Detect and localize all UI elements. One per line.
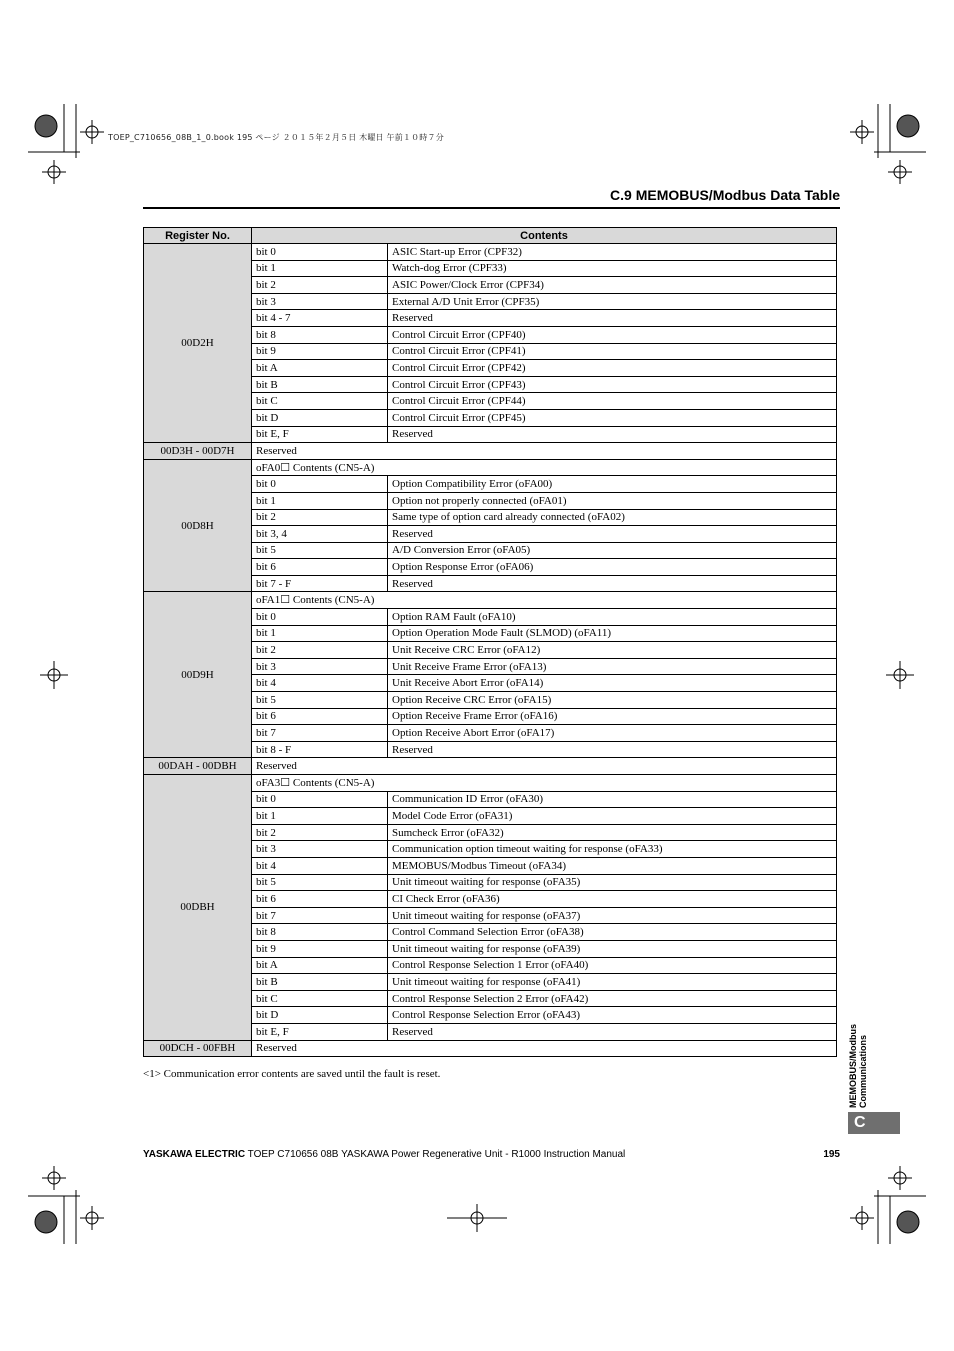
table-body [144, 244, 837, 1057]
table-row [144, 775, 837, 792]
bit-label: bit 1 [252, 260, 388, 277]
bit-label: bit 3 [252, 841, 388, 858]
bit-label: bit 5 [252, 874, 388, 891]
table-row [144, 592, 837, 609]
bit-label: bit 0 [252, 609, 388, 626]
bit-description: Option Receive CRC Error (oFA15) [388, 692, 837, 709]
table-row [144, 244, 837, 261]
bit-description: Unit timeout waiting for response (oFA35) [388, 874, 837, 891]
bit-label: bit 9 [252, 343, 388, 360]
bit-label: bit 8 [252, 924, 388, 941]
register-number: 00D3H - 00D7H [144, 443, 252, 460]
bit-label: bit B [252, 974, 388, 991]
bit-label: bit 5 [252, 542, 388, 559]
bit-description: Unit Receive CRC Error (oFA12) [388, 642, 837, 659]
bit-description: Reserved [388, 575, 837, 592]
bit-label: bit 7 [252, 725, 388, 742]
bit-description: Model Code Error (oFA31) [388, 808, 837, 825]
footer-text: TOEP C710656 08B YASKAWA Power Regenerative Unit - R1000 Instruction Manual [245, 1149, 626, 1160]
footnote: <1> Communication error contents are saved until the fault is reset. [143, 1068, 441, 1080]
bit-label: bit 1 [252, 625, 388, 642]
bit-label: bit 9 [252, 940, 388, 957]
header-rule [143, 207, 840, 209]
bit-label: bit 7 [252, 907, 388, 924]
print-job-info: TOEP_C710656_08B_1_0.book 195 ページ ２０１５年２月５日 木曜日 午前１０時７分 [108, 133, 444, 142]
footer-brand: YASKAWA ELECTRIC [143, 1149, 246, 1160]
bit-label: bit 6 [252, 891, 388, 908]
bit-label: bit 3 [252, 293, 388, 310]
bit-label: bit C [252, 393, 388, 410]
register-contents-heading: oFA1☐ Contents (CN5-A) [252, 592, 837, 609]
bit-label: bit 0 [252, 244, 388, 261]
bit-description: Option Operation Mode Fault (SLMOD) (oFA11) [388, 625, 837, 642]
bit-description: External A/D Unit Error (CPF35) [388, 293, 837, 310]
bit-description: Option not properly connected (oFA01) [388, 492, 837, 509]
bit-description: ASIC Power/Clock Error (CPF34) [388, 277, 837, 294]
side-chapter-text: MEMOBUS/Modbus Communications [848, 1024, 868, 1108]
bit-label: bit 4 [252, 675, 388, 692]
bit-label: bit 6 [252, 708, 388, 725]
table-header-row [144, 228, 837, 244]
register-number: 00D2H [144, 244, 252, 443]
bit-label: bit 8 [252, 326, 388, 343]
table-row [144, 459, 837, 476]
bit-description: Communication ID Error (oFA30) [388, 791, 837, 808]
bit-label: bit 3, 4 [252, 526, 388, 543]
bit-label: bit 4 - 7 [252, 310, 388, 327]
bit-label: bit 3 [252, 658, 388, 675]
bit-label: bit 7 - F [252, 575, 388, 592]
table-row [144, 758, 837, 775]
bit-description: CI Check Error (oFA36) [388, 891, 837, 908]
bit-label: bit D [252, 409, 388, 426]
register-contents: Reserved [252, 1040, 837, 1057]
bit-label: bit 1 [252, 808, 388, 825]
register-number: 00DAH - 00DBH [144, 758, 252, 775]
bit-description: Control Circuit Error (CPF42) [388, 360, 837, 377]
bit-label: bit 1 [252, 492, 388, 509]
bit-label: bit E, F [252, 1023, 388, 1040]
bit-description: Control Circuit Error (CPF45) [388, 409, 837, 426]
bit-label: bit 5 [252, 692, 388, 709]
bit-label: bit 2 [252, 277, 388, 294]
register-number: 00DBH [144, 775, 252, 1041]
bit-label: bit A [252, 957, 388, 974]
bit-label: bit 8 - F [252, 741, 388, 758]
bit-description: Reserved [388, 526, 837, 543]
bit-label: bit 0 [252, 791, 388, 808]
bit-description: Reserved [388, 741, 837, 758]
register-number: 00DCH - 00FBH [144, 1040, 252, 1057]
bit-label: bit B [252, 376, 388, 393]
bit-description: Reserved [388, 310, 837, 327]
bit-description: Control Response Selection 2 Error (oFA42) [388, 990, 837, 1007]
bit-label: bit 2 [252, 642, 388, 659]
bit-description: Reserved [388, 426, 837, 443]
bit-label: bit 6 [252, 559, 388, 576]
page-footer [143, 1149, 625, 1160]
bit-description: Option Compatibility Error (oFA00) [388, 476, 837, 493]
register-contents-heading: oFA0☐ Contents (CN5-A) [252, 459, 837, 476]
header-register: Register No. [144, 228, 252, 244]
register-number: 00D8H [144, 459, 252, 592]
bit-label: bit D [252, 1007, 388, 1024]
bit-description: Communication option timeout waiting for response (oFA33) [388, 841, 837, 858]
bit-label: bit 4 [252, 857, 388, 874]
bit-description: Unit timeout waiting for response (oFA37) [388, 907, 837, 924]
bit-description: Unit Receive Frame Error (oFA13) [388, 658, 837, 675]
register-number: 00D9H [144, 592, 252, 758]
register-contents: Reserved [252, 758, 837, 775]
bit-description: Option RAM Fault (oFA10) [388, 609, 837, 626]
bit-description: MEMOBUS/Modbus Timeout (oFA34) [388, 857, 837, 874]
register-contents: Reserved [252, 443, 837, 460]
bit-description: Option Receive Frame Error (oFA16) [388, 708, 837, 725]
bit-description: Unit Receive Abort Error (oFA14) [388, 675, 837, 692]
bit-description: Watch-dog Error (CPF33) [388, 260, 837, 277]
bit-label: bit 2 [252, 509, 388, 526]
bit-description: Unit timeout waiting for response (oFA41) [388, 974, 837, 991]
table-row [144, 443, 837, 460]
bit-label: bit A [252, 360, 388, 377]
bit-description: Control Circuit Error (CPF44) [388, 393, 837, 410]
section-title: C.9 MEMOBUS/Modbus Data Table [610, 187, 840, 203]
bit-description: Reserved [388, 1023, 837, 1040]
bit-description: Sumcheck Error (oFA32) [388, 824, 837, 841]
bit-description: Option Receive Abort Error (oFA17) [388, 725, 837, 742]
header-contents: Contents [252, 228, 837, 244]
bit-label: bit C [252, 990, 388, 1007]
register-contents-heading: oFA3☐ Contents (CN5-A) [252, 775, 837, 792]
side-chapter-label [848, 1016, 872, 1108]
chapter-tab: C [848, 1112, 900, 1134]
bit-description: Same type of option card already connected (oFA02) [388, 509, 837, 526]
bit-description: Control Response Selection Error (oFA43) [388, 1007, 837, 1024]
bit-description: Control Circuit Error (CPF40) [388, 326, 837, 343]
page-number: 195 [823, 1149, 840, 1160]
bit-description: Control Circuit Error (CPF43) [388, 376, 837, 393]
bit-description: Control Response Selection 1 Error (oFA40) [388, 957, 837, 974]
register-table [143, 227, 837, 1057]
bit-description: Control Circuit Error (CPF41) [388, 343, 837, 360]
bit-label: bit 0 [252, 476, 388, 493]
bit-description: A/D Conversion Error (oFA05) [388, 542, 837, 559]
table-row [144, 1040, 837, 1057]
bit-description: ASIC Start-up Error (CPF32) [388, 244, 837, 261]
bit-description: Option Response Error (oFA06) [388, 559, 837, 576]
bit-description: Unit timeout waiting for response (oFA39) [388, 940, 837, 957]
bit-label: bit 2 [252, 824, 388, 841]
bit-description: Control Command Selection Error (oFA38) [388, 924, 837, 941]
bit-label: bit E, F [252, 426, 388, 443]
